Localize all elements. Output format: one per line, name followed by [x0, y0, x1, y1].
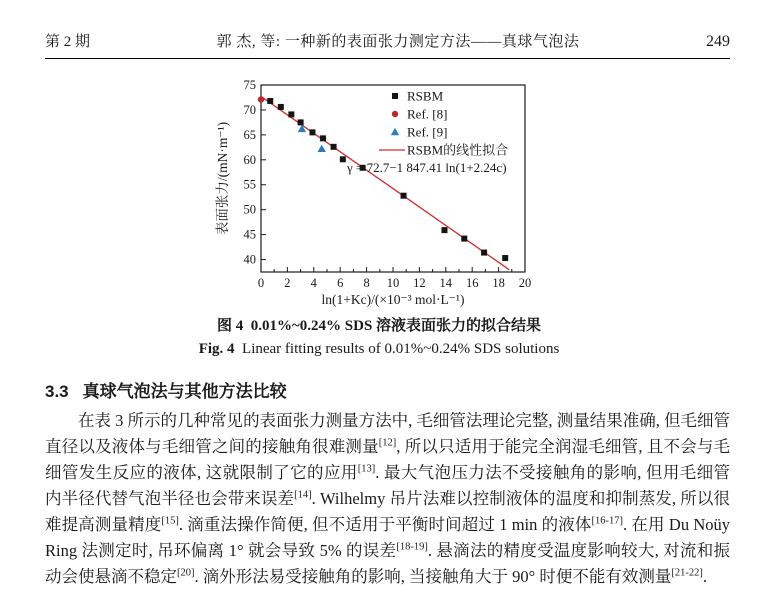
caption-zh-text: 0.01%~0.24% SDS 溶液表面张力的拟合结果: [250, 318, 542, 334]
caption-zh: [0, 315, 758, 338]
svg-text:40: 40: [243, 252, 256, 267]
fit-equation: γ = 72.7−1 847.41 ln(1+2.24c): [347, 160, 507, 175]
svg-text:60: 60: [243, 152, 256, 167]
reference-superscript: [14]: [294, 489, 312, 501]
series-circle: [258, 96, 264, 102]
reference-superscript: [16-17]: [591, 515, 624, 527]
caption-en: [0, 338, 758, 361]
svg-text:6: 6: [337, 276, 344, 290]
svg-text:65: 65: [243, 127, 256, 142]
running-title: 郭 杰, 等: 一种新的表面张力测定方法——真球气泡法: [216, 34, 580, 50]
figure-chart: [213, 75, 545, 307]
section-heading: [45, 377, 730, 402]
section-title: 真球气泡法与其他方法比较: [82, 382, 287, 401]
issue-label: 第 2 期: [45, 34, 91, 50]
svg-text:8: 8: [363, 276, 370, 290]
x-axis-label: ln(1+Kc)/(×10⁻³ mol·L⁻¹): [321, 292, 465, 307]
running-header: [45, 30, 730, 59]
reference-superscript: [12]: [378, 437, 397, 449]
caption-en-label: Fig. 4: [198, 341, 235, 357]
svg-text:55: 55: [243, 177, 256, 192]
reference-superscript: [18-19]: [396, 541, 428, 553]
chart-legend: [379, 89, 508, 158]
reference-superscript: [21-22]: [671, 567, 703, 579]
svg-text:4: 4: [310, 276, 317, 290]
svg-text:10: 10: [386, 276, 400, 290]
reference-superscript: [13]: [357, 463, 376, 475]
reference-superscript: [20]: [177, 567, 195, 579]
reference-superscript: [15]: [161, 515, 179, 527]
svg-text:Ref. [9]: Ref. [9]: [407, 124, 448, 140]
caption-en-text: Linear fitting results of 0.01%~0.24% SDS solutions: [242, 341, 560, 357]
svg-text:20: 20: [518, 276, 532, 290]
svg-text:70: 70: [243, 102, 256, 117]
body-paragraph: 在表 3 所示的几种常见的表面张力测量方法中, 毛细管法理论完整, 测量结果准确, 但毛细管直径以及液体与毛细管之间的接触角很难测量[12], 所以只适用于能完全润湿毛细管, 且不会与毛细管发生反应的液体, 这就限制了它的应用[13]. 最大气泡压力法不受接触角的影响, 但用毛细管内半径代替气泡半径也会带来误差[14]. Wilhelmy 吊片法难以控制液体的温度和抑制蒸发, 所以很难提高测量精度[15]. 滴重法操作简便, 但不适用于平衡时间超过 1 min 的液体[16-17]. 在用 Du Noüy Ring 法测定时, 吊环偏离 1° 就会导致 5% 的误差[18-19]. 悬滴法的精度受温度影响较大, 对流和振动会使悬滴不稳定[20]. 滴外形法易受接触角的影响, 当接触角大于 90° 时便不能有效测量[21-22].: [45, 411, 731, 586]
figure-4: [213, 75, 545, 307]
svg-text:75: 75: [243, 78, 256, 92]
svg-text:14: 14: [439, 276, 453, 290]
svg-text:18: 18: [492, 276, 505, 290]
svg-text:2: 2: [284, 276, 291, 290]
svg-text:50: 50: [243, 202, 256, 217]
svg-text:Ref. [8]: Ref. [8]: [407, 106, 448, 122]
series-square: [267, 98, 508, 261]
svg-text:12: 12: [413, 276, 426, 290]
page-number: 249: [706, 33, 730, 50]
figure-captions: [0, 315, 758, 361]
y-axis-label: 表面张力/(mN·m⁻¹): [215, 121, 230, 236]
section-number: 3.3: [45, 382, 69, 401]
caption-zh-label: 图 4: [216, 318, 244, 334]
svg-text:45: 45: [243, 227, 256, 242]
svg-text:RSBM: RSBM: [407, 88, 444, 104]
svg-text:16: 16: [465, 276, 479, 290]
svg-text:0: 0: [257, 276, 265, 290]
svg-text:RSBM的线性拟合: RSBM的线性拟合: [407, 142, 509, 158]
